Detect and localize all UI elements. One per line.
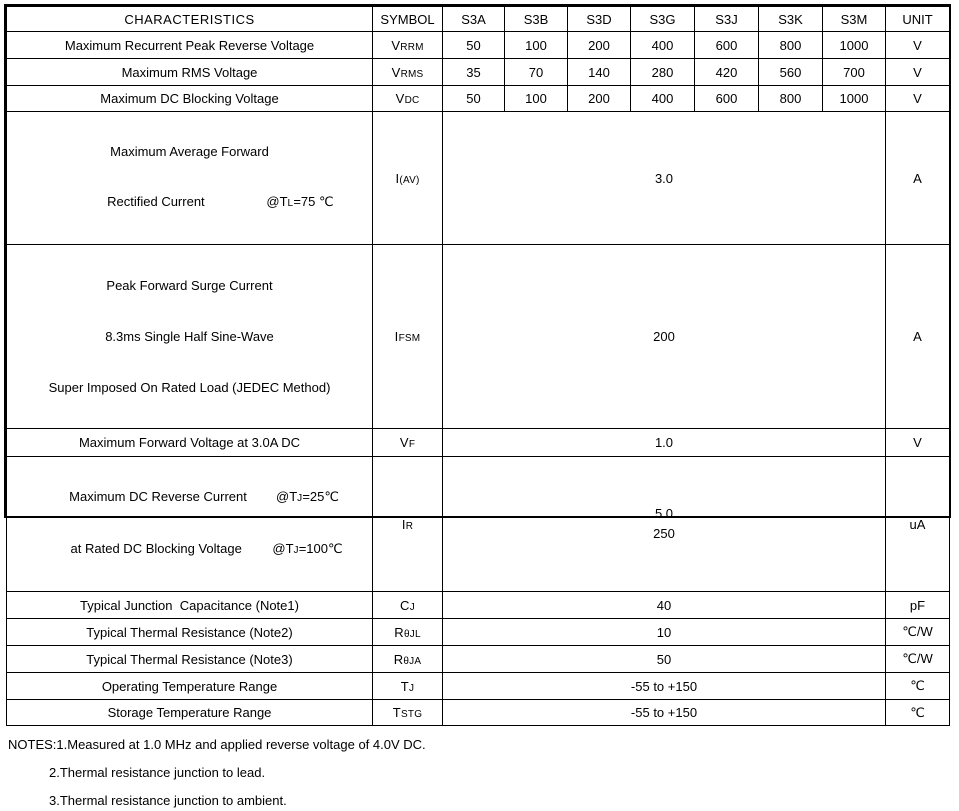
value-cell: 600 bbox=[695, 32, 759, 59]
value-cell: 200 bbox=[568, 32, 631, 59]
value-cell: 50 bbox=[443, 86, 505, 112]
part-column-header-s3b: S3B bbox=[505, 7, 568, 32]
symbol-cell: RθJL bbox=[373, 619, 443, 646]
characteristic-cell: Maximum Forward Voltage at 3.0A DC bbox=[7, 429, 373, 457]
datasheet-ratings-sheet bbox=[4, 4, 951, 808]
value-cell: 140 bbox=[568, 59, 631, 86]
symbol-cell: TSTG bbox=[373, 700, 443, 726]
value-cell: 50 bbox=[443, 32, 505, 59]
value-line: 250 bbox=[653, 526, 675, 541]
part-column-header-s3a: S3A bbox=[443, 7, 505, 32]
value-cell: 400 bbox=[631, 86, 695, 112]
value-cell-merged bbox=[443, 457, 886, 592]
value-cell: 800 bbox=[759, 86, 823, 112]
value-cell: 400 bbox=[631, 32, 695, 59]
unit-cell: A bbox=[886, 245, 950, 429]
value-cell-merged: 50 bbox=[443, 646, 886, 673]
note-line-3: 3.Thermal resistance junction to ambient. bbox=[49, 793, 287, 808]
symbol-cell: TJ bbox=[373, 673, 443, 700]
characteristic-line: 8.3ms Single Half Sine-Wave bbox=[105, 329, 274, 344]
symbol-cell: IR bbox=[373, 457, 443, 592]
test-condition: @TJ=25℃ bbox=[276, 489, 339, 504]
table-row bbox=[7, 112, 950, 245]
symbol-cell: VDC bbox=[373, 86, 443, 112]
characteristic-cell bbox=[7, 245, 373, 429]
value-cell-merged: 40 bbox=[443, 592, 886, 619]
characteristic-cell: Maximum DC Blocking Voltage bbox=[7, 86, 373, 112]
value-cell-merged: 1.0 bbox=[443, 429, 886, 457]
symbol-cell: VRRM bbox=[373, 32, 443, 59]
value-cell: 600 bbox=[695, 86, 759, 112]
value-cell-merged: 3.0 bbox=[443, 112, 886, 245]
value-cell: 200 bbox=[568, 86, 631, 112]
characteristic-cell: Typical Thermal Resistance (Note3) bbox=[7, 646, 373, 673]
table-row bbox=[7, 592, 950, 619]
value-line: 5.0 bbox=[654, 506, 674, 521]
unit-cell: uA bbox=[886, 457, 950, 592]
unit-cell: V bbox=[886, 429, 950, 457]
characteristic-cell: Operating Temperature Range bbox=[7, 673, 373, 700]
unit-cell: pF bbox=[886, 592, 950, 619]
characteristic-cell: Typical Thermal Resistance (Note2) bbox=[7, 619, 373, 646]
unit-cell: ℃/W bbox=[886, 619, 950, 646]
table-row bbox=[7, 700, 950, 726]
characteristic-line: Super Imposed On Rated Load (JEDEC Method) bbox=[48, 380, 331, 395]
part-column-header-s3j: S3J bbox=[695, 7, 759, 32]
characteristic-line: Maximum Average Forward bbox=[110, 144, 269, 159]
value-cell: 800 bbox=[759, 32, 823, 59]
table-row bbox=[7, 646, 950, 673]
unit-cell: V bbox=[886, 59, 950, 86]
symbol-cell: VF bbox=[373, 429, 443, 457]
unit-cell: ℃ bbox=[886, 673, 950, 700]
symbol-header: SYMBOL bbox=[373, 7, 443, 32]
value-cell: 420 bbox=[695, 59, 759, 86]
characteristic-line: Maximum DC Reverse Current @TJ=25℃ bbox=[69, 489, 339, 504]
notes-section bbox=[6, 726, 949, 811]
table-row bbox=[7, 457, 950, 592]
test-condition: @TL=75 ℃ bbox=[266, 194, 334, 209]
characteristic-line: at Rated DC Blocking Voltage @TJ=100℃ bbox=[66, 541, 343, 556]
value-cell: 100 bbox=[505, 32, 568, 59]
note-line-2: 2.Thermal resistance junction to lead. bbox=[49, 765, 266, 780]
characteristic-cell bbox=[7, 112, 373, 245]
characteristic-line: Peak Forward Surge Current bbox=[106, 278, 273, 293]
unit-cell: ℃ bbox=[886, 700, 950, 726]
value-cell: 1000 bbox=[823, 32, 886, 59]
value-cell: 700 bbox=[823, 59, 886, 86]
part-column-header-s3g: S3G bbox=[631, 7, 695, 32]
table-row bbox=[7, 86, 950, 112]
characteristic-cell: Storage Temperature Range bbox=[7, 700, 373, 726]
ratings-table bbox=[6, 6, 950, 726]
symbol-cell: VRMS bbox=[373, 59, 443, 86]
characteristic-cell: Typical Junction Capacitance (Note1) bbox=[7, 592, 373, 619]
table-row bbox=[7, 245, 950, 429]
part-column-header-s3k: S3K bbox=[759, 7, 823, 32]
table-row bbox=[7, 673, 950, 700]
characteristic-cell: Maximum RMS Voltage bbox=[7, 59, 373, 86]
unit-cell: V bbox=[886, 32, 950, 59]
table-row bbox=[7, 32, 950, 59]
characteristic-cell: Maximum Recurrent Peak Reverse Voltage bbox=[7, 32, 373, 59]
value-cell-merged: -55 to +150 bbox=[443, 700, 886, 726]
value-cell: 70 bbox=[505, 59, 568, 86]
unit-cell: ℃/W bbox=[886, 646, 950, 673]
symbol-cell: I(AV) bbox=[373, 112, 443, 245]
value-cell: 100 bbox=[505, 86, 568, 112]
value-cell: 560 bbox=[759, 59, 823, 86]
value-cell: 280 bbox=[631, 59, 695, 86]
header-row bbox=[7, 7, 950, 32]
value-cell-merged: 200 bbox=[443, 245, 886, 429]
table-row bbox=[7, 619, 950, 646]
symbol-cell: RθJA bbox=[373, 646, 443, 673]
characteristics-header: CHARACTERISTICS bbox=[7, 7, 373, 32]
unit-header: UNIT bbox=[886, 7, 950, 32]
unit-cell: V bbox=[886, 86, 950, 112]
test-condition: @TJ=100℃ bbox=[272, 541, 343, 556]
value-cell: 1000 bbox=[823, 86, 886, 112]
characteristic-cell bbox=[7, 457, 373, 592]
unit-cell: A bbox=[886, 112, 950, 245]
characteristic-line: Rectified Current @TL=75 ℃ bbox=[107, 194, 334, 209]
symbol-cell: IFSM bbox=[373, 245, 443, 429]
value-cell-merged: -55 to +150 bbox=[443, 673, 886, 700]
value-cell-merged: 10 bbox=[443, 619, 886, 646]
part-column-header-s3d: S3D bbox=[568, 7, 631, 32]
part-column-header-s3m: S3M bbox=[823, 7, 886, 32]
value-cell: 35 bbox=[443, 59, 505, 86]
symbol-cell: CJ bbox=[373, 592, 443, 619]
table-row bbox=[7, 429, 950, 457]
table-row bbox=[7, 59, 950, 86]
note-line-1: NOTES:1.Measured at 1.0 MHz and applied reverse voltage of 4.0V DC. bbox=[8, 737, 426, 752]
